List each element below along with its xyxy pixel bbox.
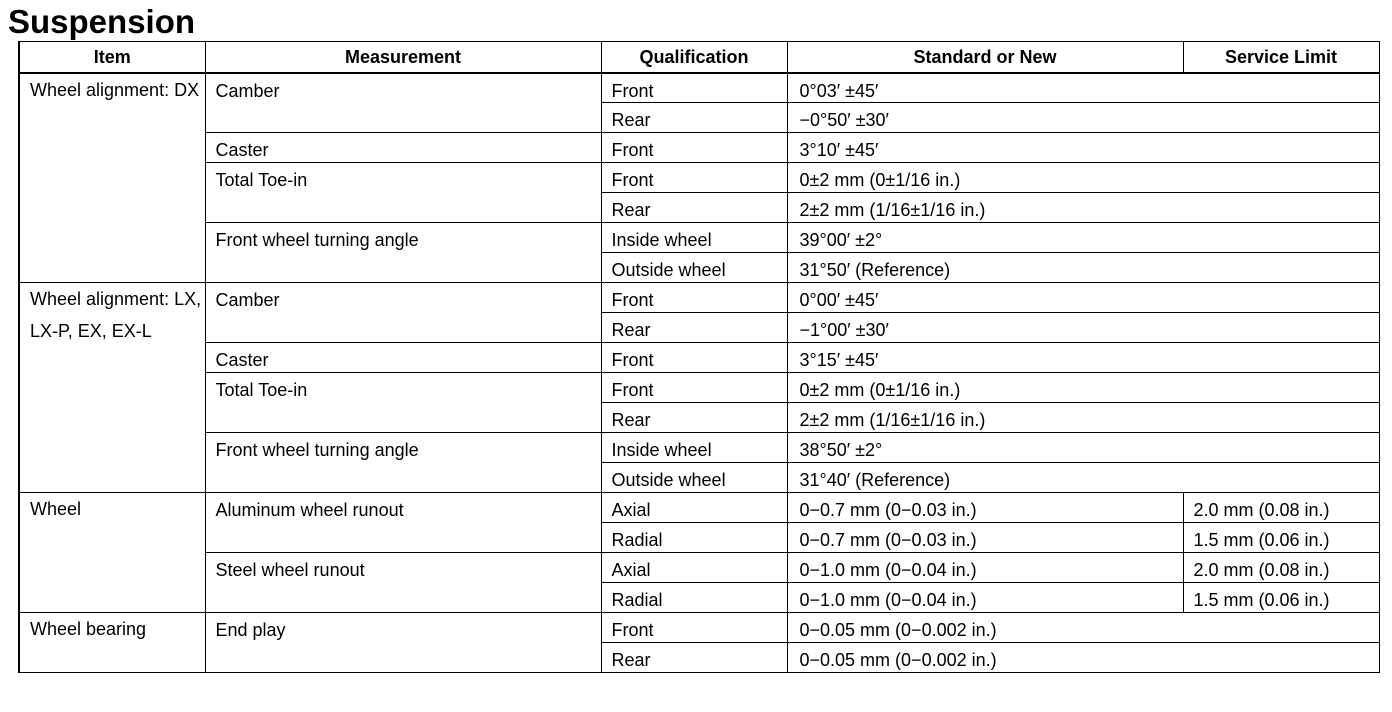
measurement-cell: Front wheel turning angle — [205, 433, 601, 493]
standard-cell: 2±2 mm (1/16±1/16 in.) — [787, 403, 1183, 433]
qualification-cell: Front — [601, 163, 787, 193]
qualification-cell: Front — [601, 373, 787, 403]
item-cell: Wheel — [19, 493, 205, 613]
service-limit-cell — [1183, 373, 1379, 403]
qualification-cell: Front — [601, 133, 787, 163]
service-limit-cell — [1183, 223, 1379, 253]
service-limit-cell — [1183, 253, 1379, 283]
measurement-cell: End play — [205, 613, 601, 673]
qualification-cell: Inside wheel — [601, 433, 787, 463]
measurement-cell: Camber — [205, 283, 601, 343]
table-row — [19, 163, 1379, 193]
table-row — [19, 553, 1379, 583]
service-limit-cell: 1.5 mm (0.06 in.) — [1183, 523, 1379, 553]
table-header-row — [19, 42, 1379, 73]
qualification-cell: Front — [601, 73, 787, 103]
standard-cell: 0−0.7 mm (0−0.03 in.) — [787, 493, 1183, 523]
qualification-cell: Rear — [601, 193, 787, 223]
header-item: Item — [19, 42, 205, 73]
service-limit-cell — [1183, 73, 1379, 103]
table-row — [19, 343, 1379, 373]
suspension-spec-table — [18, 41, 1380, 673]
service-limit-cell — [1183, 403, 1379, 433]
standard-cell: 31°50′ (Reference) — [787, 253, 1183, 283]
qualification-cell: Outside wheel — [601, 463, 787, 493]
standard-cell: 0±2 mm (0±1/16 in.) — [787, 163, 1183, 193]
service-limit-cell — [1183, 193, 1379, 223]
service-limit-cell: 2.0 mm (0.08 in.) — [1183, 493, 1379, 523]
qualification-cell: Radial — [601, 583, 787, 613]
table-row — [19, 223, 1379, 253]
table-row — [19, 433, 1379, 463]
standard-cell: 0±2 mm (0±1/16 in.) — [787, 373, 1183, 403]
item-cell: Wheel alignment: LX, LX-P, EX, EX-L — [19, 283, 205, 493]
table-row — [19, 133, 1379, 163]
standard-cell: 3°10′ ±45′ — [787, 133, 1183, 163]
service-limit-cell — [1183, 103, 1379, 133]
service-limit-cell — [1183, 163, 1379, 193]
standard-cell: 38°50′ ±2° — [787, 433, 1183, 463]
qualification-cell: Front — [601, 283, 787, 313]
header-service-limit: Service Limit — [1183, 42, 1379, 73]
header-qualification: Qualification — [601, 42, 787, 73]
qualification-cell: Rear — [601, 313, 787, 343]
item-cell: Wheel alignment: DX — [19, 73, 205, 283]
service-limit-cell — [1183, 343, 1379, 373]
qualification-cell: Inside wheel — [601, 223, 787, 253]
table-body — [19, 73, 1379, 673]
qualification-cell: Rear — [601, 403, 787, 433]
header-measurement: Measurement — [205, 42, 601, 73]
qualification-cell: Rear — [601, 643, 787, 673]
standard-cell: −0°50′ ±30′ — [787, 103, 1183, 133]
service-limit-cell — [1183, 613, 1379, 643]
table-row — [19, 613, 1379, 643]
standard-cell: 0−0.05 mm (0−0.002 in.) — [787, 643, 1183, 673]
service-limit-cell — [1183, 283, 1379, 313]
standard-cell: 0°03′ ±45′ — [787, 73, 1183, 103]
page-title: Suspension — [8, 3, 196, 40]
measurement-cell: Camber — [205, 73, 601, 133]
measurement-cell: Total Toe-in — [205, 373, 601, 433]
service-limit-cell: 2.0 mm (0.08 in.) — [1183, 553, 1379, 583]
measurement-cell: Aluminum wheel runout — [205, 493, 601, 553]
service-limit-cell — [1183, 433, 1379, 463]
table-row — [19, 493, 1379, 523]
measurement-cell: Caster — [205, 133, 601, 163]
standard-cell: 39°00′ ±2° — [787, 223, 1183, 253]
service-limit-cell — [1183, 313, 1379, 343]
service-limit-cell — [1183, 463, 1379, 493]
qualification-cell: Outside wheel — [601, 253, 787, 283]
qualification-cell: Front — [601, 613, 787, 643]
qualification-cell: Axial — [601, 553, 787, 583]
qualification-cell: Axial — [601, 493, 787, 523]
header-standard: Standard or New — [787, 42, 1183, 73]
standard-cell: 0°00′ ±45′ — [787, 283, 1183, 313]
item-cell: Wheel bearing — [19, 613, 205, 673]
standard-cell: 31°40′ (Reference) — [787, 463, 1183, 493]
standard-cell: 0−1.0 mm (0−0.04 in.) — [787, 553, 1183, 583]
service-limit-cell — [1183, 133, 1379, 163]
service-limit-cell: 1.5 mm (0.06 in.) — [1183, 583, 1379, 613]
standard-cell: 0−1.0 mm (0−0.04 in.) — [787, 583, 1183, 613]
measurement-cell: Caster — [205, 343, 601, 373]
qualification-cell: Rear — [601, 103, 787, 133]
measurement-cell: Total Toe-in — [205, 163, 601, 223]
standard-cell: 0−0.7 mm (0−0.03 in.) — [787, 523, 1183, 553]
standard-cell: −1°00′ ±30′ — [787, 313, 1183, 343]
table-row — [19, 73, 1379, 103]
standard-cell: 0−0.05 mm (0−0.002 in.) — [787, 613, 1183, 643]
qualification-cell: Front — [601, 343, 787, 373]
measurement-cell: Steel wheel runout — [205, 553, 601, 613]
qualification-cell: Radial — [601, 523, 787, 553]
standard-cell: 2±2 mm (1/16±1/16 in.) — [787, 193, 1183, 223]
measurement-cell: Front wheel turning angle — [205, 223, 601, 283]
table-row — [19, 373, 1379, 403]
service-limit-cell — [1183, 643, 1379, 673]
standard-cell: 3°15′ ±45′ — [787, 343, 1183, 373]
table-row — [19, 283, 1379, 313]
